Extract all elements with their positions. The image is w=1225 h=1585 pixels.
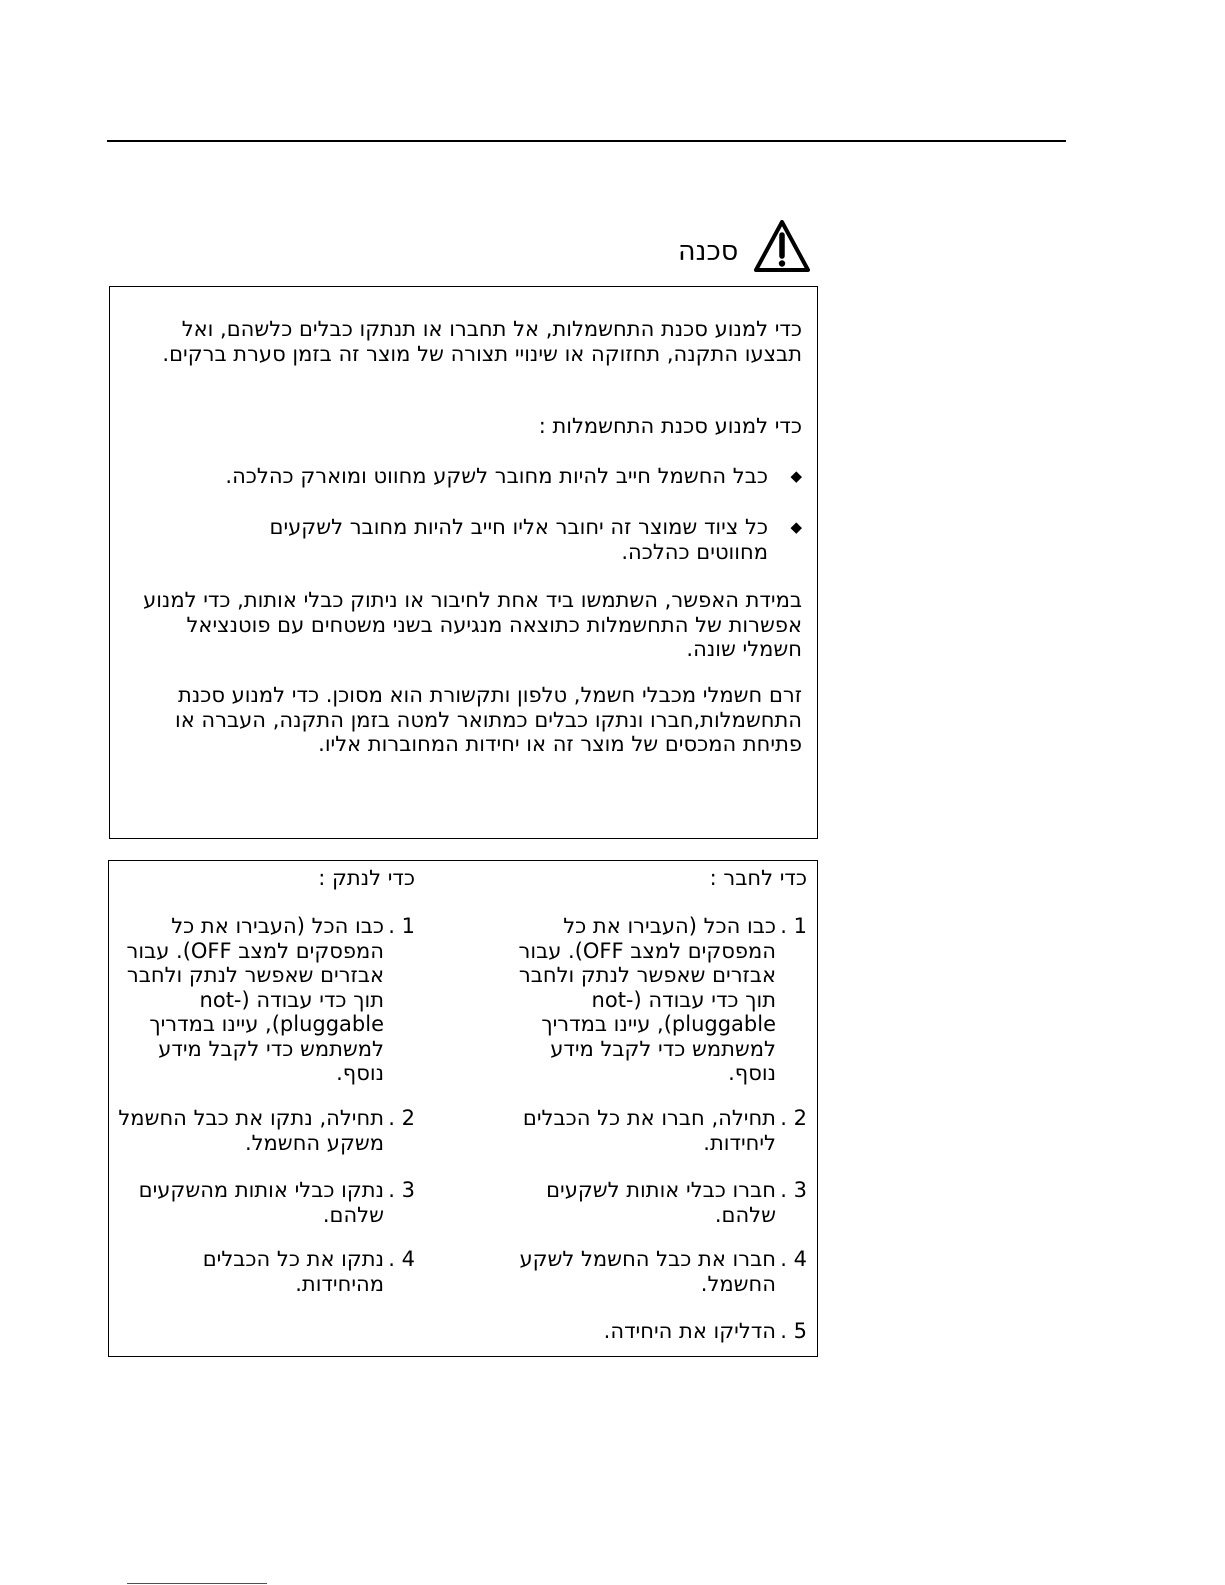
disconnect-step-1-number: 1 .: [388, 914, 415, 938]
disconnect-step-4: [115, 1247, 415, 1296]
connect-disconnect-box: [108, 860, 818, 1357]
connect-step-4-number: 4 .: [780, 1247, 807, 1271]
connect-step-5-number: 5 .: [780, 1319, 807, 1343]
danger-bullet-2-text: כל ציוד שמוצר זה יחובר אליו חייב להיות מחובר לשקעים מחווטים כהלכה.: [269, 515, 768, 564]
connect-step-1: [507, 914, 807, 1086]
connect-step-4-text: חברו את כבל החשמל לשקע החשמל.: [519, 1247, 776, 1296]
connect-step-5: [507, 1319, 807, 1344]
top-rule: [107, 140, 1066, 142]
connect-step-2-number: 2 .: [780, 1106, 807, 1130]
danger-bullet-2: [196, 515, 802, 564]
danger-paragraph-2: כדי למנוע סכנת התחשמלות :: [538, 414, 802, 438]
danger-bullet-1: [162, 464, 802, 489]
connect-step-2: [507, 1106, 807, 1155]
disconnect-step-2-number: 2 .: [388, 1106, 415, 1130]
connect-step-5-text: הדליקו את היחידה.: [603, 1319, 776, 1343]
disconnect-step-1: [113, 914, 415, 1086]
disconnect-step-4-text: נתקו את כל הכבלים מהיחידות.: [202, 1247, 384, 1296]
danger-paragraph-3: במידת האפשר, השתמשו ביד אחת לחיבור או ניתוק כבלי אותות, כדי למנוע אפשרות של התחשמלות כתוצאה מנגיעה בשני משטחים עם פוטנציאל חשמלי שונה.: [143, 588, 802, 661]
bullet-diamond-icon: ◆: [790, 467, 802, 485]
danger-bullet-1-text: כבל החשמל חייב להיות מחובר לשקע מחווט ומוארק כהלכה.: [225, 464, 768, 488]
disconnect-step-4-number: 4 .: [388, 1247, 415, 1271]
connect-title: כדי לחבר :: [709, 866, 807, 890]
disconnect-step-2-text: תחילה, נתקו את כבל החשמל משקע החשמל.: [118, 1106, 384, 1155]
danger-title: סכנה: [678, 236, 739, 267]
danger-notice-box: [109, 286, 818, 839]
disconnect-step-3: [115, 1178, 415, 1227]
connect-step-3-text: חברו כבלי אותות לשקעים שלהם.: [546, 1178, 776, 1227]
connect-step-3-number: 3 .: [780, 1178, 807, 1202]
disconnect-step-3-text: נתקו כבלי אותות מהשקעים שלהם.: [138, 1178, 384, 1227]
disconnect-step-1-text: כבו הכל (העבירו את כל המפסקים למצב OFF). עבור אבזרים שאפשר לנתק ולחבר תוך כדי עבודה (not-pluggable), עיינו במדריך למשתמש כדי לקבל מידע נוסף.: [126, 914, 384, 1085]
disconnect-title: כדי לנתק :: [318, 866, 415, 890]
connect-step-1-number: 1 .: [780, 914, 807, 938]
bottom-link-underline: [127, 1583, 267, 1584]
connect-step-2-text: תחילה, חברו את כל הכבלים ליחידות.: [522, 1106, 776, 1155]
warning-triangle-icon: [752, 218, 812, 274]
connect-step-3: [507, 1178, 807, 1227]
disconnect-step-3-number: 3 .: [388, 1178, 415, 1202]
connect-step-4: [507, 1247, 807, 1296]
bullet-diamond-icon: ◆: [790, 518, 802, 536]
disconnect-step-2: [115, 1106, 415, 1155]
connect-step-1-text: כבו הכל (העבירו את כל המפסקים למצב OFF). עבור אבזרים שאפשר לנתק ולחבר תוך כדי עבודה (not-pluggable), עיינו במדריך למשתמש כדי לקבל מידע נוסף.: [518, 914, 776, 1085]
danger-paragraph-4: זרם חשמלי מכבלי חשמל, טלפון ותקשורת הוא מסוכן. כדי למנוע סכנת התחשמלות,חברו ונתקו כבלים כמתואר למטה בזמן התקנה, העברה או פתיחת המכסים של מוצר זה או יחידות המחוברות אליו.: [175, 683, 802, 756]
danger-paragraph-1: כדי למנוע סכנת התחשמלות, אל תחברו או תנתקו כבלים כלשהם, ואל תבצעו התקנה, תחזוקה או שינויי תצורה של מוצר זה בזמן סערת ברקים.: [162, 317, 802, 366]
danger-header: [670, 218, 820, 278]
